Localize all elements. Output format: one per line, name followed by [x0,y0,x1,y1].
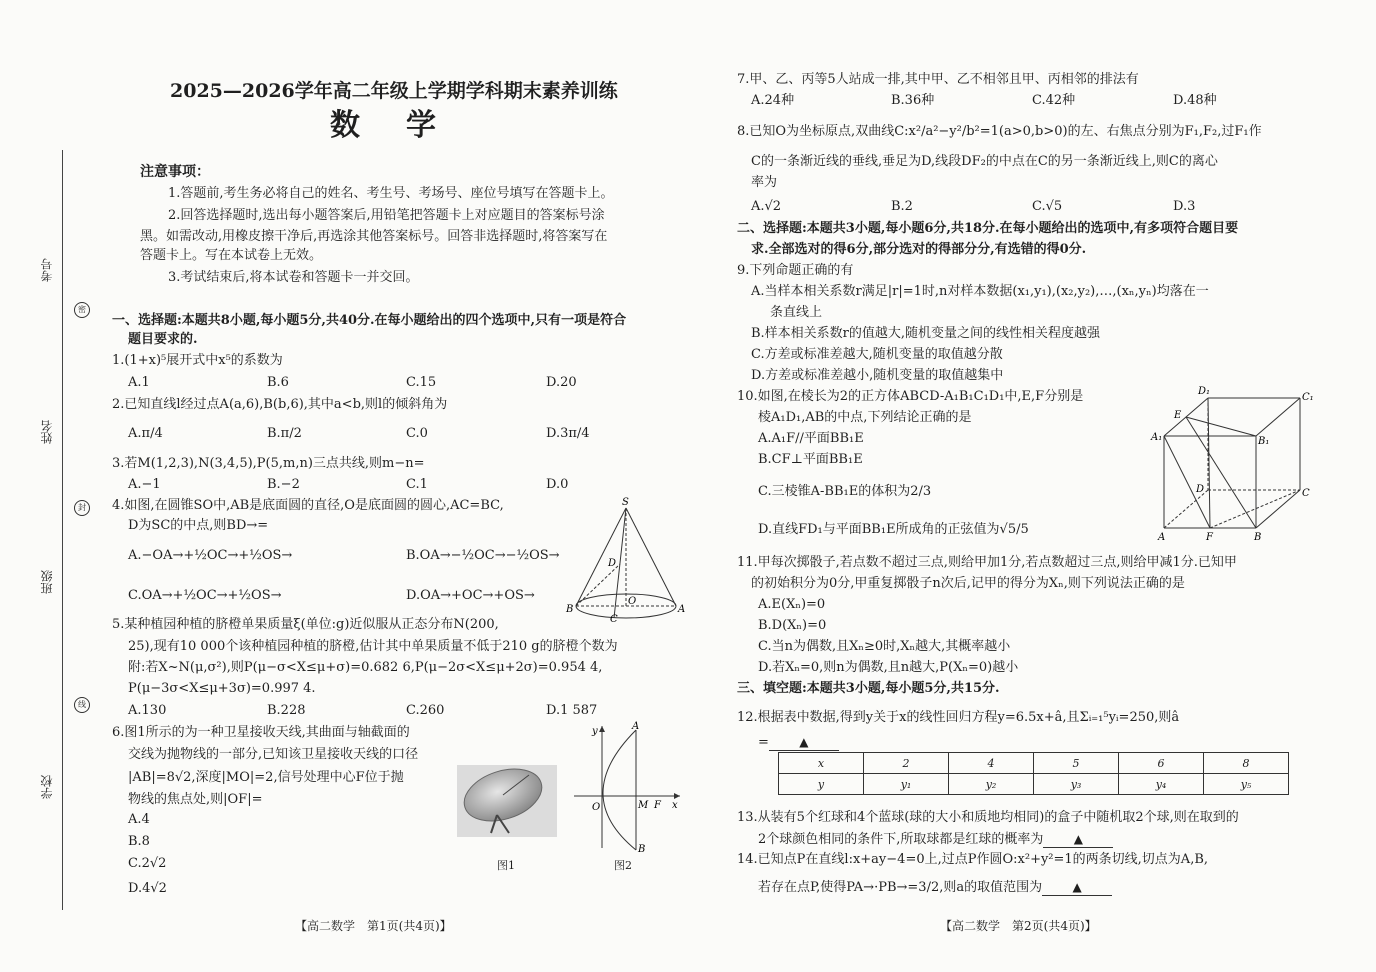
table-cell: y [779,774,864,795]
answer-blank[interactable]: ▲ [1043,831,1113,848]
q2-stem: 2.已知直线l经过点A(a,6),B(b,6),其中a<b,则l的倾斜角为 [112,397,448,412]
q5-option: B.228 [267,703,306,718]
cube-label: B [1254,532,1262,543]
section-heading: 一、选择题:本题共8小题,每小题5分,共40分.在每小题给出的四个选项中,只有一项是符合 [112,313,627,328]
q7-option: C.42种 [1032,93,1076,108]
notice-line: 1.答题前,考生务必将自己的姓名、考生号、考场号、座位号填写在答题卡上。 [168,186,614,201]
q8-option: A.√2 [751,199,782,214]
table-cell: 5 [1034,753,1119,774]
answer-blank[interactable]: ▲ [769,734,839,751]
table-row [779,774,1289,795]
q6-option: C.2√2 [128,856,167,871]
cone-label: A [678,604,686,615]
q8-stem: 率为 [751,175,778,190]
cube-label: B₁ [1258,436,1270,447]
q12-stem: = ▲ [758,734,839,751]
q13-stem: 13.从装有5个红球和4个蓝球(球的大小和质地均相同)的盒子中随机取2个球,则在取到的 [737,810,1239,825]
side-label-exam-no: 考号 [40,258,54,282]
cone-label: O [628,596,637,607]
side-label-class: 班级 [40,570,54,594]
fig1-caption: 图1 [497,859,515,872]
q6-stem: 交线为抛物线的一部分,已知该卫星接收天线的口径 [128,747,419,762]
q7-stem: 7.甲、乙、丙等5人站成一排,其中甲、乙不相邻且甲、丙相邻的排法有 [737,72,1139,87]
cube-figure [1150,384,1314,544]
q6-stem: |AB|=8√2,深度|MO|=2,信号处理中心F位于抛 [128,770,404,785]
q6-option: A.4 [128,812,150,827]
footer-left: 【高二数学 第1页(共4页)】 [295,919,452,933]
q1-option: A.1 [128,375,150,390]
q10-option: D.直线FD₁与平面BB₁E所成角的正弦值为√5/5 [758,522,1029,537]
parabola-label: O [592,802,601,813]
regression-table [778,752,1289,795]
cube-label: C₁ [1302,392,1314,403]
exam-title: 2025—2026学年高二年级上学期学科期末素养训练 [170,80,618,102]
parabola-label: A [632,721,640,732]
cube-label: D₁ [1198,386,1211,397]
parabola-label: M [638,800,649,811]
cube-label: C [1302,488,1310,499]
section-heading: 题目要求的. [128,332,198,347]
subject-title: 数 学 [330,108,444,143]
notice-line: 3.考试结束后,将本试卷和答题卡一并交回。 [168,270,419,285]
q9-option: D.方差或标准差越小,随机变量的取值越集中 [751,368,1004,383]
q11-stem: 的初始积分为0分,甲重复掷骰子n次后,记甲的得分为Xₙ,则下列说法正确的是 [751,576,1185,591]
q2-option: B.π/2 [267,426,302,441]
binding-line [62,150,63,910]
q9-stem: 9.下列命题正确的有 [737,263,854,278]
side-label-name: 姓名 [40,420,54,444]
q10-option: C.三棱锥A-BB₁E的体积为2/3 [758,484,932,499]
notice-line: 黑。如需改动,用橡皮擦干净后,再选涂其他答案标号。回答非选择题时,将答案写在 [140,229,608,244]
parabola-label: F [654,800,661,811]
q3-stem: 3.若M(1,2,3),N(3,4,5),P(5,m,n)三点共线,则m−n= [112,456,425,471]
table-cell: y₃ [1034,774,1119,795]
notice-heading: 注意事项： [140,164,210,180]
cube-label: E [1174,410,1182,421]
q1-option: C.15 [406,375,437,390]
cube-label: A [1158,532,1166,543]
q5-stem: P(μ−3σ<X≤μ+3σ)=0.997 4. [128,681,316,696]
side-label-school: 学校 [40,775,54,799]
q11-option: D.若Xₙ=0,则n为偶数,且n越大,P(Xₙ=0)越小 [758,660,1019,675]
q2-option: C.0 [406,426,428,441]
q5-stem: 5.某种植园种植的脐橙单果质量ξ(单位:g)近似服从正态分布N(200, [112,617,499,632]
q9-option: B.样本相关系数r的值越大,随机变量之间的线性相关程度越强 [751,326,1101,341]
q5-stem: 25),现有10 000个该种植园种植的脐橙,估计其中单果质量不低于210 g的脐橙个数为 [128,639,618,654]
q7-option: D.48种 [1173,93,1217,108]
table-cell: y₁ [864,774,949,795]
q4-stem: D为SC的中点,则BD→= [128,518,269,533]
q11-option: B.D(Xₙ)=0 [758,618,827,633]
q7-option: B.36种 [891,93,935,108]
table-cell: 6 [1119,753,1204,774]
cone-label: D [608,558,617,569]
q7-option: A.24种 [751,93,795,108]
q5-option: A.130 [128,703,167,718]
q1-option: D.20 [546,375,577,390]
table-cell: 4 [949,753,1034,774]
satellite-dish-photo [457,765,557,837]
parabola-label: B [638,844,646,855]
q10-option: B.CF⊥平面BB₁E [758,452,863,467]
cone-label: C [610,614,618,625]
q6-stem: 6.图1所示的为一种卫星接收天线,其曲面与轴截面的 [112,725,410,740]
q8-option: B.2 [891,199,913,214]
section-heading: 三、填空题:本题共3小题,每小题5分,共15分. [737,681,1000,696]
table-cell: y₄ [1119,774,1204,795]
q9-option: 条直线上 [770,305,823,320]
q5-option: D.1 587 [546,703,598,718]
q4-option: B.OA→−½OC→−½OS→ [406,548,560,563]
q12-stem: 12.根据表中数据,得到y关于x的线性回归方程y=6.5x+â,且Σᵢ₌₁⁵yᵢ=250,则â [737,710,1180,725]
table-cell: 8 [1204,753,1289,774]
q5-option: C.260 [406,703,445,718]
q4-option: D.OA→+OC→+OS→ [406,588,535,603]
cone-label: B [566,604,574,615]
q2-option: D.3π/4 [546,426,590,441]
seal-mark: 密 [74,302,90,318]
q10-stem: 棱A₁D₁,AB的中点,下列结论正确的是 [758,410,972,425]
q8-stem: 8.已知O为坐标原点,双曲线C:x²/a²−y²/b²=1(a>0,b>0)的左、右焦点分别为F₁,F₂,过F₁作 [737,124,1262,139]
q9-option: A.当样本相关系数r满足|r|=1时,n对样本数据(x₁,y₁),(x₂,y₂),…,(xₙ,yₙ)均落在一 [751,284,1209,299]
q3-option: B.−2 [267,477,300,492]
q6-option: B.8 [128,834,150,849]
q8-stem: C的一条渐近线的垂线,垂足为D,线段DF₂的中点在C的另一条渐近线上,则C的离心 [751,154,1218,169]
q4-option: A.−OA→+½OC→+½OS→ [128,548,293,563]
q3-option: D.0 [546,477,569,492]
q3-option: C.1 [406,477,428,492]
q10-stem: 10.如图,在棱长为2的正方体ABCD-A₁B₁C₁D₁中,E,F分别是 [737,389,1084,404]
notice-line: 2.回答选择题时,选出每小题答案后,用铅笔把答题卡上对应题目的答案标号涂 [168,208,605,223]
parabola-figure [570,720,685,855]
table-cell: 2 [864,753,949,774]
q5-stem: 附:若X~N(μ,σ²),则P(μ−σ<X≤μ+σ)=0.682 6,P(μ−2σ<X≤μ+2σ)=0.954 4, [128,660,603,675]
footer-right: 【高二数学 第2页(共4页)】 [940,919,1097,933]
q8-option: C.√5 [1032,199,1063,214]
section-heading: 二、选择题:本题共3小题,每小题6分,共18分.在每小题给出的选项中,有多项符合题目要 [737,221,1239,236]
q10-option: A.A₁F//平面BB₁E [758,431,864,446]
cone-label: S [622,497,629,508]
notice-line: 答题卡上。写在本试卷上无效。 [140,248,323,263]
q4-option: C.OA→+½OC→+½OS→ [128,588,282,603]
q4-stem: 4.如图,在圆锥SO中,AB是底面圆的直径,O是底面圆的圆心,AC=BC, [112,498,504,513]
answer-blank[interactable]: ▲ [1042,879,1112,896]
q9-option: C.方差或标准差越大,随机变量的取值越分散 [751,347,1003,362]
cube-label: A₁ [1151,432,1163,443]
q13-stem: 2个球颜色相同的条件下,所取球都是红球的概率为 ▲ [758,831,1113,848]
q14-stem: 若存在点P,使得PA→·PB→=3/2,则a的取值范围为 ▲ [758,879,1112,896]
section-heading: 求.全部选对的得6分,部分选对的得部分分,有选错的得0分. [751,242,1087,257]
parabola-label: y [592,726,598,737]
table-cell: y₂ [949,774,1034,795]
q14-stem: 14.已知点P在直线l:x+ay−4=0上,过点P作圆O:x²+y²=1的两条切线,切点为A,B, [737,852,1209,867]
table-row [779,753,1289,774]
seal-mark: 线 [74,697,90,713]
q11-stem: 11.甲每次掷骰子,若点数不超过三点,则给甲加1分,若点数超过三点,则给甲减1分.已知甲 [737,555,1237,570]
q8-option: D.3 [1173,199,1196,214]
q11-option: A.E(Xₙ)=0 [758,597,826,612]
cube-label: D [1196,484,1205,495]
parabola-label: x [672,800,678,811]
q11-option: C.当n为偶数,且Xₙ≥0时,Xₙ越大,其概率越小 [758,639,1011,654]
seal-mark: 封 [74,500,90,516]
q6-stem: 物线的焦点处,则|OF|= [128,792,263,807]
fig2-caption: 图2 [614,859,632,872]
q1-stem: 1.(1+x)⁵展开式中x⁵的系数为 [112,353,283,368]
cube-label: F [1206,532,1213,543]
table-cell: y₅ [1204,774,1289,795]
table-cell: x [779,753,864,774]
q6-option: D.4√2 [128,881,167,896]
q1-option: B.6 [267,375,289,390]
q3-option: A.−1 [128,477,161,492]
q2-option: A.π/4 [128,426,163,441]
cone-figure [566,494,686,625]
